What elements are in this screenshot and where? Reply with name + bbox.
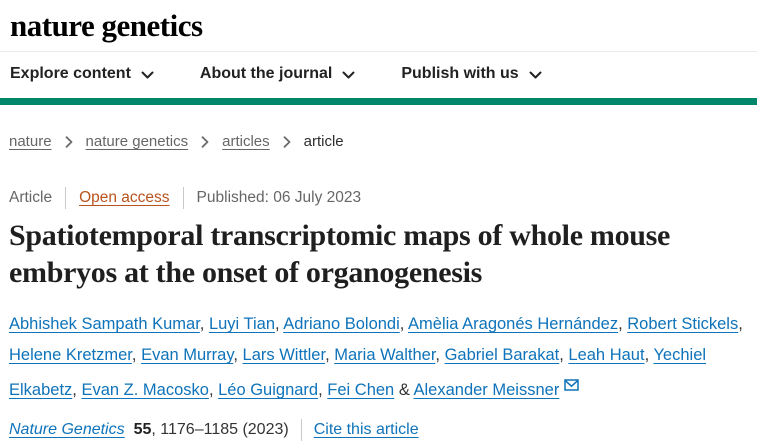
envelope-icon[interactable] (564, 371, 579, 402)
breadcrumb (9, 133, 757, 150)
chevron-right-icon (201, 136, 209, 148)
author-separator: , (325, 346, 335, 365)
author-link-adriano-bolondi[interactable]: Adriano Bolondi (283, 315, 400, 334)
chevron-down-icon (141, 71, 154, 80)
author-separator: , (275, 315, 284, 334)
author-separator: , (233, 346, 243, 365)
journal-logo[interactable]: nature genetics (10, 8, 203, 43)
article-type-label: Article (9, 189, 53, 206)
open-access-link[interactable]: Open access (79, 189, 170, 206)
citation-divider (301, 419, 302, 441)
meta-divider (183, 187, 184, 209)
author-link-helene-kretzmer[interactable]: Helene Kretzmer (9, 346, 132, 365)
article-meta (9, 187, 757, 209)
author-separator: & (394, 381, 414, 400)
chevron-right-icon (283, 136, 291, 148)
author-link-amelia-aragones-hernandez[interactable]: Amèlia Aragonés Hernández (408, 315, 619, 334)
nav-item-explore-content[interactable] (10, 65, 154, 83)
brand-bar (0, 98, 757, 105)
citation-volume: 55 (133, 421, 152, 439)
site-header (0, 0, 765, 105)
author-separator: , (559, 346, 569, 365)
author-list (9, 309, 757, 406)
author-separator: , (738, 315, 743, 334)
author-link-luyi-tian[interactable]: Luyi Tian (208, 315, 275, 334)
author-separator: , (399, 315, 409, 334)
author-separator: , (72, 381, 82, 400)
breadcrumb-item-nature[interactable]: nature (9, 133, 52, 150)
citation-pages: , 1176–1185 (2023) (151, 421, 289, 439)
chevron-right-icon (65, 136, 73, 148)
author-link-gabriel-barakat[interactable]: Gabriel Barakat (444, 346, 560, 365)
author-link-leo-guignard[interactable]: Léo Guignard (218, 381, 319, 400)
author-link-lars-wittler[interactable]: Lars Wittler (242, 346, 326, 365)
author-link-yechiel-elkabetz[interactable]: Yechiel Elkabetz (9, 346, 707, 400)
author-link-maria-walther[interactable]: Maria Walther (334, 346, 436, 365)
nav-item-label: Publish with us (401, 65, 519, 82)
published-date: Published: 06 July 2023 (196, 189, 362, 206)
cite-this-article-link[interactable]: Cite this article (313, 421, 419, 439)
main-nav (0, 52, 765, 98)
author-separator: , (644, 346, 654, 365)
author-separator: , (131, 346, 142, 365)
author-link-fei-chen[interactable]: Fei Chen (327, 381, 395, 400)
author-separator: , (618, 315, 628, 334)
nav-item-label: Explore content (10, 65, 131, 82)
nav-item-publish-with-us[interactable] (401, 65, 541, 83)
author-link-robert-stickels[interactable]: Robert Stickels (627, 315, 739, 334)
citation-reference (9, 421, 289, 439)
article-title: Spatiotemporal transcriptomic maps of whole mouse embryos at the onset of organogenesis (9, 219, 671, 289)
logo-row (0, 0, 765, 51)
author-separator: , (318, 381, 328, 400)
author-separator: , (435, 346, 445, 365)
citation-line (9, 419, 757, 441)
author-link-alexander-meissner[interactable]: Alexander Meissner (413, 381, 560, 400)
breadcrumb-item-article: article (303, 133, 344, 150)
author-link-leah-haut[interactable]: Leah Haut (568, 346, 645, 365)
author-link-abhishek-sampath-kumar[interactable]: Abhishek Sampath Kumar (9, 315, 200, 334)
author-link-evan-murray[interactable]: Evan Murray (141, 346, 234, 365)
breadcrumb-item-nature-genetics[interactable]: nature genetics (85, 133, 189, 150)
chevron-down-icon (342, 71, 355, 80)
nav-item-about-the-journal[interactable] (200, 65, 355, 83)
breadcrumb-item-articles[interactable]: articles (222, 133, 270, 150)
nav-item-label: About the journal (199, 65, 333, 82)
journal-link[interactable]: Nature Genetics (9, 421, 125, 439)
article-header-section (0, 133, 765, 441)
meta-divider (65, 187, 66, 209)
author-separator: , (199, 315, 209, 334)
author-link-evan-z-macosko[interactable]: Evan Z. Macosko (81, 381, 209, 400)
author-separator: , (208, 381, 219, 400)
chevron-down-icon (529, 71, 542, 80)
